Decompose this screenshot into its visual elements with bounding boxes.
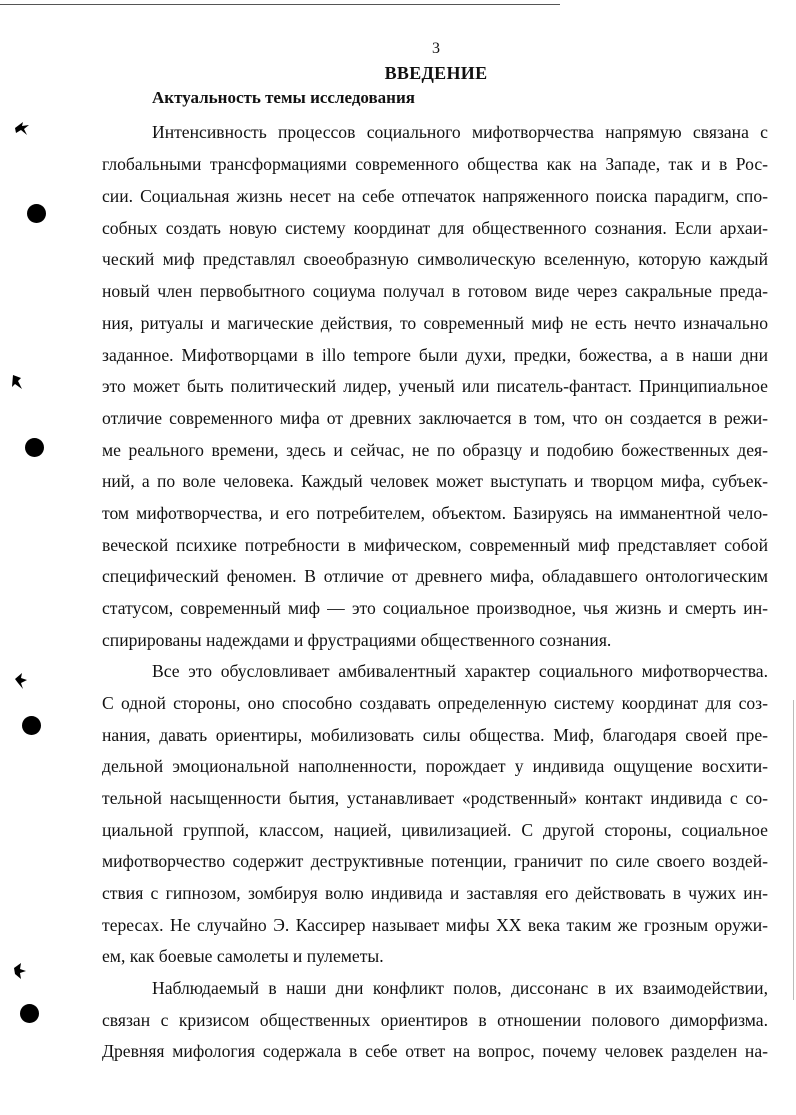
text-line: это может быть политический лидер, ученый или писатель-фантаст. Принципиальное <box>102 376 768 396</box>
text-line: ствия с гипнозом, зомбируя волю индивида и заставляя его действовать в чужих ин- <box>102 883 768 903</box>
top-border-line <box>0 4 560 5</box>
binder-hole-icon <box>20 1004 39 1023</box>
text-line: циальной группой, классом, нацией, цивилизацией. С другой стороны, социальное <box>102 820 768 840</box>
text-line: новый член первобытного социума получал в готовом виде через сакральные преда- <box>102 281 768 301</box>
text-line: веческой психике потребности в мифическом, современный миф представляет собой <box>102 535 768 555</box>
text-line: тельной насыщенности бытия, устанавливает «родственный» контакт индивида с со- <box>102 788 768 808</box>
text-line: собных создать новую систему координат для общественного сознания. Если архаи- <box>102 218 768 238</box>
text-line: ме реального времени, здесь и сейчас, не по образцу и подобию божественных дея- <box>102 440 768 460</box>
text-line: сии. Социальная жизнь несет на себе отпечаток напряженного поиска парадигм, спо- <box>102 186 768 206</box>
text-line: дельной эмоциональной наполненности, порождает у индивида ощущение восхити- <box>102 756 768 776</box>
text-line: ния, ритуалы и магические действия, то современный миф не есть нечто изначально <box>102 313 768 333</box>
text-line: специфический феномен. В отличие от древнего мифа, обладавшего онтологическим <box>102 566 768 586</box>
section-title: ВВЕДЕНИЕ <box>384 63 488 83</box>
binder-hole-icon <box>27 204 46 223</box>
page-number: 3 <box>432 40 440 57</box>
text-line: тересах. Не случайно Э. Кассирер называет мифы XX века таким же грозным оружи- <box>102 915 768 935</box>
text-line: Все это обусловливает амбивалентный характер социального мифотворчества. <box>152 661 768 681</box>
text-line: ем, как боевые самолеты и пулеметы. <box>102 946 384 966</box>
text-line: Интенсивность процессов социального мифотворчества напрямую связана с <box>152 122 768 142</box>
text-line: нания, давать ориентиры, мобилизовать силы общества. Миф, благодаря своей пре- <box>102 725 768 745</box>
text-line: статусом, современный миф — это социальное производное, чья жизнь и смерть ин- <box>102 598 768 618</box>
text-line: связан с кризисом общественных ориентиров в отношении полового диморфизма. <box>102 1010 768 1030</box>
text-line: спирированы надеждами и фрустрациями общественного сознания. <box>102 630 612 650</box>
text-line: заданное. Мифотворцами в illo tempore были духи, предки, божества, а в наши дни <box>102 345 768 365</box>
scan-mark-icon <box>11 962 27 980</box>
text-line: отличие современного мифа от древних заключается в том, что он создается в режи- <box>102 408 768 428</box>
text-line: С одной стороны, оно способно создавать определенную систему координат для соз- <box>102 693 768 713</box>
text-line: Наблюдаемый в наши дни конфликт полов, диссонанс в их взаимодействии, <box>152 978 768 998</box>
text-line: том мифотворчества, и его потребителем, объектом. Базируясь на имманентной чело- <box>102 503 768 523</box>
text-line: глобальными трансформациями современного общества как на Западе, так и в Рос- <box>102 154 768 174</box>
subsection-title: Актуальность темы исследования <box>152 88 415 107</box>
text-line: мифотворчество содержит деструктивные потенции, граничит по силе своего воздей- <box>102 851 768 871</box>
text-line: ний, а по воле человека. Каждый человек может выступать и творцом мифа, субъек- <box>102 471 768 491</box>
text-line: Древняя мифология содержала в себе ответ на вопрос, почему человек разделен на- <box>102 1041 768 1061</box>
scan-mark-icon <box>13 120 31 136</box>
binder-hole-icon <box>25 438 44 457</box>
scan-mark-icon <box>10 373 24 391</box>
text-line: ческий миф представлял своеобразную символическую вселенную, которую каждый <box>102 249 768 269</box>
scan-mark-icon <box>13 672 29 690</box>
binder-hole-icon <box>22 716 41 735</box>
scan-edge-artifact <box>793 700 794 1000</box>
